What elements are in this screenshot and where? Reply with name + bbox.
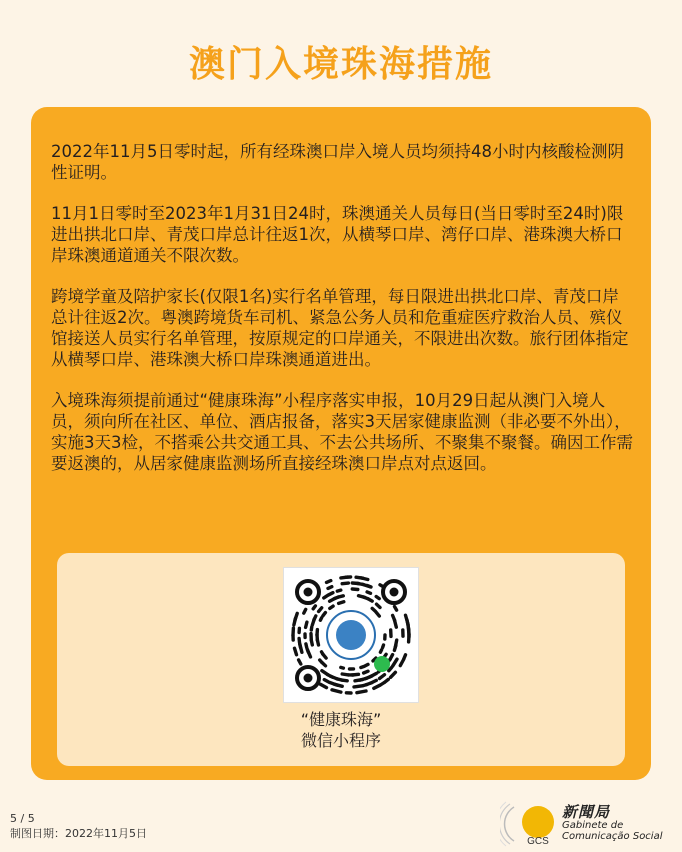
measures-text xyxy=(51,141,633,494)
qr-caption-type: 微信小程序 xyxy=(300,731,381,750)
qr-section xyxy=(57,553,625,766)
paragraph-list-management: 跨境学童及陪护家长(仅限1名)实行名单管理，每日限进出拱北口岸、青茂口岸总计往返2次。粤澳跨境货车司机、紧急公务人员和危重症医疗救治人员、殡仪馆接送人员实行名单管理，按原规定的口岸通关，不限进出次数。旅行团体指定从横琴口岸、港珠澳大桥口岸珠澳通道进出。 xyxy=(51,287,629,369)
production-date: 制图日期：2022年11月5日 xyxy=(10,827,147,840)
qr-code-icon[interactable] xyxy=(283,567,419,703)
paragraph-health-declaration: 入境珠海须提前通过“健康珠海”小程序落实申报，10月29日起从澳门入境人员，须向所在社区、单位、酒店报备，落实3天居家健康监测（非必要不外出），实施3天3检，不搭乘公共交通工具、不去公共场所、不聚集不聚餐。确因工作需要返澳的，从居家健康监测场所直接经珠澳口岸点对点返回。 xyxy=(51,391,633,473)
logo-letters: GCS xyxy=(527,836,549,847)
info-panel xyxy=(31,107,651,780)
logo-name-pt-line2: Comunicação Social xyxy=(562,831,663,842)
gcs-logo-icon xyxy=(500,801,560,847)
footer-info xyxy=(10,811,147,841)
paragraph-test-requirement: 2022年11月5日零时起，所有经珠澳口岸入境人员均须持48小时内核酸检测阴性证明。 xyxy=(51,142,624,182)
logo-name-pt-line1: Gabinete de xyxy=(562,820,624,831)
gcs-logo xyxy=(500,801,680,847)
paragraph-crossing-limits: 11月1日零时至2023年1月31日24时，珠澳通关人员每日(当日零时至24时)限进出拱北口岸、青茂口岸总计往返1次，从横琴口岸、湾仔口岸、港珠澳大桥口岸珠澳通道通关不限次数。 xyxy=(51,204,624,265)
qr-caption-name: “健康珠海” xyxy=(300,710,382,729)
qr-caption xyxy=(57,709,625,751)
logo-name-pt xyxy=(562,820,663,842)
logo-name-cn: 新聞局 xyxy=(562,803,611,821)
page-number: 5 / 5 xyxy=(10,812,35,825)
page-title: 澳门入境珠海措施 xyxy=(188,44,493,85)
